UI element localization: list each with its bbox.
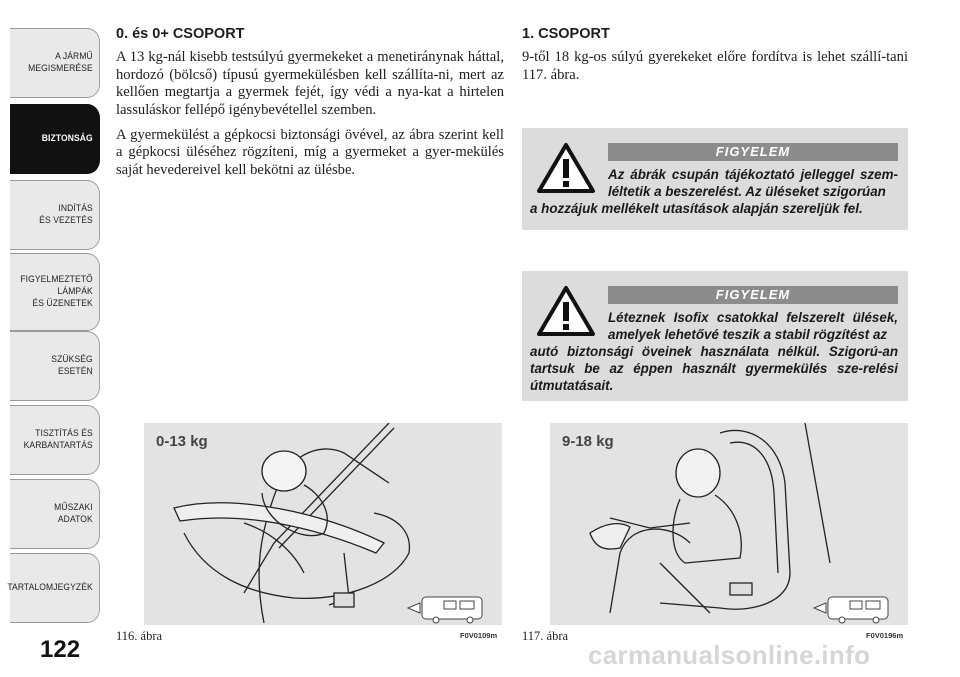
tab-label: A JÁRMŰ MEGISMERÉSE bbox=[28, 51, 93, 74]
body-paragraph: A 13 kg-nál kisebb testsúlyú gyermekeket a menetiránynak háttal, hordozó (bölcső) típusú gyermekülésben kell szállíta-ni, mert az kellően megtartja a gyermek fejét, így védi a nya-kat a hirtelen lassuláskor fellépő igénybevétellel szemben. bbox=[116, 49, 504, 118]
figure-code: F0V0196m bbox=[866, 631, 904, 640]
warning-text bbox=[530, 166, 898, 217]
warning-text-rest: autó biztonsági öveinek használata nélkül. Szigorú-an tartsuk be az éppen használt gyermekülés sze-relési útmutatásait. bbox=[530, 344, 898, 393]
warning-text-lead: Az ábrák csupán tájékoztató jelleggel szem-léltetik a beszerelést. Az üléseket szigorúan bbox=[608, 167, 898, 199]
tab-label: TISZTÍTÁS ÉS KARBANTARTÁS bbox=[23, 428, 93, 451]
body-paragraph: A gyermekülést a gépkocsi biztonsági övével, az ábra szerint kell a gépkocsi üléséhez rögzíteni, míg a gyermeket a gyer-mekülés saját hevedereivel kell bekötni az ülésbe. bbox=[116, 127, 504, 178]
page-number: 122 bbox=[40, 636, 81, 663]
warning-box bbox=[522, 128, 908, 230]
tab-label: BIZTONSÁG bbox=[41, 133, 93, 144]
figure-weight-label: 9-18 kg bbox=[562, 433, 614, 450]
section-heading: 0. és 0+ CSOPORT bbox=[116, 26, 245, 42]
tab-label: FIGYELMEZTETŐ LÁMPÁK ÉS ÜZENETEK bbox=[20, 274, 93, 309]
tab-tartalomjegyzek[interactable] bbox=[7, 553, 100, 623]
tab-muszaki-adatok[interactable] bbox=[10, 479, 100, 549]
tab-biztonsag[interactable] bbox=[10, 104, 100, 174]
warning-text-lead: Léteznek Isofix csatokkal felszerelt ülések, amelyek lehetővé teszik a stabil rögzítést az bbox=[608, 310, 898, 342]
tab-szukseg-eseten[interactable] bbox=[10, 331, 100, 401]
warning-title: FIGYELEM bbox=[608, 286, 898, 304]
tab-label: TARTALOMJEGYZÉK bbox=[7, 582, 93, 593]
body-paragraph: 9-től 18 kg-os súlyú gyerekeket előre fordítva is lehet szállí-tani 117. ábra. bbox=[522, 49, 908, 83]
figure-caption: 117. ábra bbox=[522, 629, 569, 643]
tab-tisztitas-es-karbantartas[interactable] bbox=[10, 405, 100, 475]
tab-label: SZÜKSÉG ESETÉN bbox=[51, 354, 93, 377]
tab-inditas-es-vezetes[interactable] bbox=[10, 180, 100, 250]
section-heading: 1. CSOPORT bbox=[522, 26, 610, 42]
warning-title: FIGYELEM bbox=[608, 143, 898, 161]
tab-label: INDÍTÁS ÉS VEZETÉS bbox=[39, 203, 93, 226]
watermark: carmanualsonline.info bbox=[588, 640, 871, 670]
figure-infant-carrier bbox=[144, 423, 502, 625]
tab-a-jarmu-megismerese[interactable] bbox=[10, 28, 100, 98]
figure-weight-label: 0-13 kg bbox=[156, 433, 208, 450]
infant-carrier-illustration bbox=[144, 423, 502, 625]
figure-forward-child-seat bbox=[550, 423, 908, 625]
figure-code: F0V0109m bbox=[460, 631, 498, 640]
figure-caption: 116. ábra bbox=[116, 629, 163, 643]
warning-text bbox=[530, 309, 898, 394]
left-column bbox=[116, 26, 504, 187]
right-column bbox=[522, 26, 908, 92]
tab-label: MŰSZAKI ADATOK bbox=[54, 502, 93, 525]
child-seat-illustration bbox=[550, 423, 908, 625]
tab-figyelmezteto-lampak[interactable] bbox=[10, 253, 100, 331]
warning-text-rest: a hozzájuk mellékelt utasítások alapján szereljük fel. bbox=[530, 201, 863, 216]
warning-box bbox=[522, 271, 908, 401]
